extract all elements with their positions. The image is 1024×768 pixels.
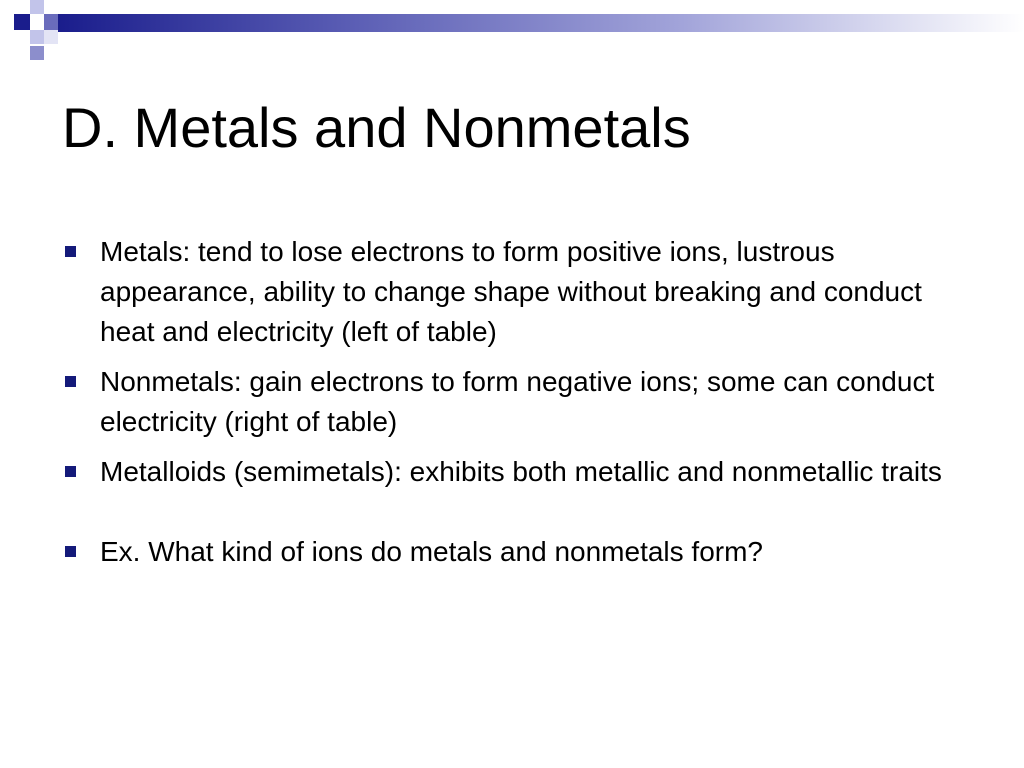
bullet-item-metalloids	[62, 452, 962, 492]
decor-square	[44, 30, 58, 44]
bullet-text: Ex. What kind of ions do metals and nonmetals form?	[100, 536, 763, 567]
bullet-list	[62, 232, 962, 582]
decor-square	[14, 14, 30, 30]
bullet-text: Nonmetals: gain electrons to form negative ions; some can conduct electricity (right of table)	[100, 366, 935, 437]
square-bullet-icon	[65, 246, 76, 257]
bullet-item-nonmetals	[62, 362, 962, 442]
bullet-text: Metals: tend to lose electrons to form positive ions, lustrous appearance, ability to change shape without breaking and conduct heat and electricity (left of table)	[100, 236, 922, 347]
decor-square	[44, 14, 58, 30]
decor-square	[30, 0, 44, 14]
decor-square	[30, 30, 44, 44]
square-bullet-icon	[65, 376, 76, 387]
bullet-text: Metalloids (semimetals): exhibits both metallic and nonmetallic traits	[100, 456, 942, 487]
bullet-item-example	[62, 532, 962, 572]
decor-square	[30, 46, 44, 60]
header-decoration	[0, 0, 1024, 70]
square-bullet-icon	[65, 466, 76, 477]
square-bullet-icon	[65, 546, 76, 557]
slide-title: D. Metals and Nonmetals	[62, 96, 691, 159]
header-gradient-bar	[58, 14, 1024, 32]
bullet-item-metals	[62, 232, 962, 352]
